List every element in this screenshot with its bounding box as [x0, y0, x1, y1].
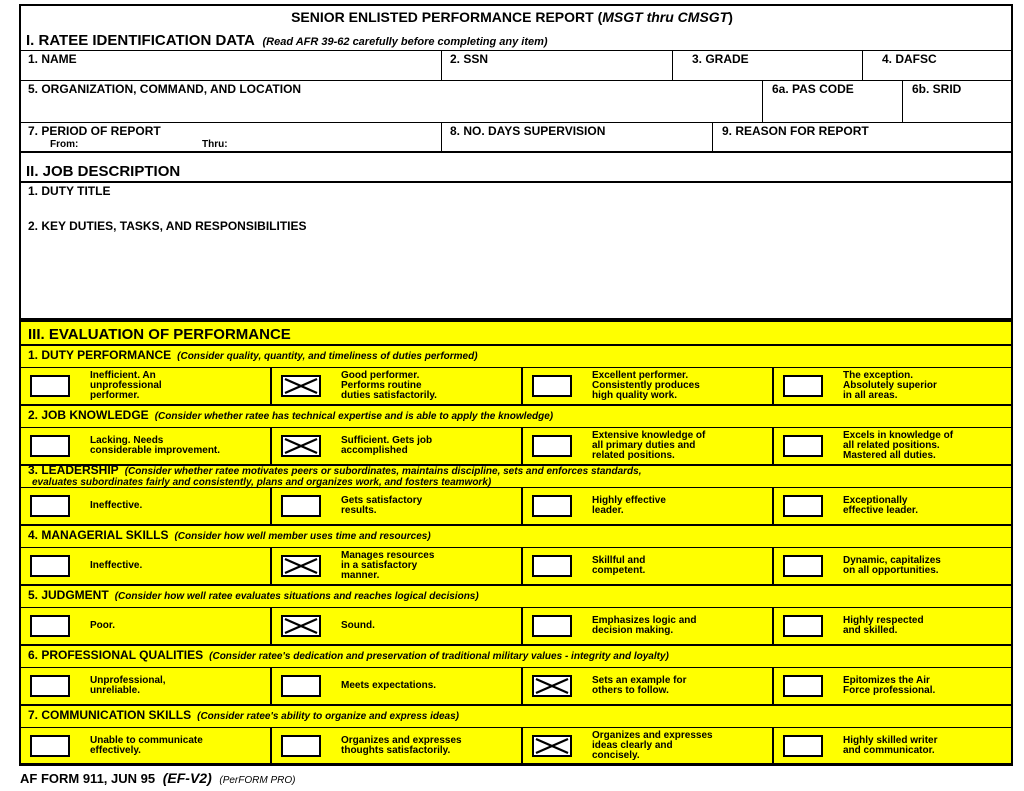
option-line: effectively. [90, 745, 141, 756]
rating-checkbox[interactable] [532, 435, 572, 457]
x-mark-icon [534, 737, 570, 755]
rating-checkbox[interactable] [281, 675, 321, 697]
divider [521, 487, 523, 525]
option-line: Inefficient. An [90, 370, 156, 381]
option-line: Dynamic, capitalizes [843, 555, 941, 566]
option-line: all primary duties and [592, 440, 696, 451]
option-line: Absolutely superior [843, 380, 937, 391]
option-line: Emphasizes logic and [592, 615, 697, 626]
grade-field-label: 3. GRADE [692, 52, 749, 66]
rating-checkbox[interactable] [281, 375, 321, 397]
rating-option-text [90, 621, 115, 631]
divider [19, 80, 1013, 81]
divider [772, 667, 774, 705]
form-title: SENIOR ENLISTED PERFORMANCE REPORT (MSGT thru CMSGT) [291, 9, 733, 25]
rating-checkbox[interactable] [30, 375, 70, 397]
criterion-title-text: 3. LEADERSHIP [28, 463, 119, 477]
option-line: Highly skilled writer [843, 735, 938, 746]
option-line: thoughts satisfactorily. [341, 745, 451, 756]
srid-field-label: 6b. SRID [912, 82, 962, 96]
option-line: Highly effective [592, 495, 666, 506]
option-line: Manages resources [341, 550, 435, 561]
divider [19, 344, 1013, 346]
criterion-title [28, 708, 459, 724]
criterion-note: (Consider ratee's dedication and preservation of traditional military values - integrity and loyalty) [209, 651, 669, 662]
criterion-title-text: 4. MANAGERIAL SKILLS [28, 528, 169, 542]
option-line: concisely. [592, 750, 640, 761]
rating-option-text [341, 371, 437, 401]
rating-checkbox[interactable] [30, 735, 70, 757]
divider [772, 727, 774, 765]
option-line: competent. [592, 565, 646, 576]
option-line: Unable to communicate [90, 735, 203, 746]
criterion-note: (Consider whether ratee motivates peers or subordinates, maintains discipline, sets and enforces standards, [124, 466, 642, 477]
option-line: Extensive knowledge of [592, 430, 706, 441]
option-line: Excellent performer. [592, 370, 689, 381]
rating-checkbox[interactable] [281, 495, 321, 517]
rating-option-text [341, 736, 462, 756]
criterion-title [28, 348, 478, 364]
dafsc-field-label: 4. DAFSC [882, 52, 937, 66]
rating-checkbox[interactable] [532, 375, 572, 397]
divider [441, 50, 442, 80]
option-line: unreliable. [90, 685, 141, 696]
divider [862, 50, 863, 80]
divider [521, 727, 523, 765]
divider [19, 487, 1013, 488]
period-from-label: From: [50, 139, 79, 150]
option-line: Ineffective. [90, 500, 143, 511]
criterion-title [28, 648, 669, 664]
option-line: manner. [341, 570, 380, 581]
option-line: Sound. [341, 620, 375, 631]
option-line: Ineffective. [90, 560, 143, 571]
divider [270, 607, 272, 645]
rating-option-text [341, 681, 436, 691]
option-line: Gets satisfactory [341, 495, 423, 506]
rating-option-text [843, 556, 941, 576]
rating-checkbox[interactable] [532, 675, 572, 697]
divider [712, 122, 713, 151]
rating-checkbox[interactable] [783, 615, 823, 637]
divider [19, 584, 1013, 586]
rating-checkbox[interactable] [783, 375, 823, 397]
rating-checkbox[interactable] [783, 675, 823, 697]
pas-code-field-label: 6a. PAS CODE [772, 82, 854, 96]
rating-option-text [90, 561, 142, 571]
criterion-title-text: 1. DUTY PERFORMANCE [28, 348, 172, 362]
section-2-heading: II. JOB DESCRIPTION [26, 163, 181, 180]
name-field-label: 1. NAME [28, 52, 77, 66]
option-line: Skillful and [592, 555, 646, 566]
option-line: Epitomizes the Air [843, 675, 930, 686]
option-line: all related positions. [843, 440, 940, 451]
option-line: Sets an example for [592, 675, 687, 686]
x-mark-icon [283, 557, 319, 575]
duty-title-label: 1. DUTY TITLE [28, 184, 111, 198]
rating-checkbox[interactable] [281, 735, 321, 757]
option-line: Highly respected [843, 615, 924, 626]
option-line: Organizes and expresses [341, 735, 462, 746]
divider [270, 727, 272, 765]
rating-checkbox[interactable] [783, 555, 823, 577]
option-line: on all opportunities. [843, 565, 939, 576]
option-line: decision making. [592, 625, 674, 636]
rating-checkbox[interactable] [783, 495, 823, 517]
divider [270, 547, 272, 585]
divider [521, 427, 523, 465]
criterion-title [28, 528, 431, 544]
divider [19, 122, 1013, 123]
divider [19, 667, 1013, 668]
divider [772, 367, 774, 405]
rating-option-text [843, 431, 953, 461]
rating-checkbox[interactable] [30, 555, 70, 577]
option-line: Excels in knowledge of [843, 430, 954, 441]
divider [772, 427, 774, 465]
criterion-note: (Consider how well ratee evaluates situations and reaches logical decisions) [114, 591, 479, 602]
divider [270, 487, 272, 525]
form-footer: AF FORM 911, JUN 95 (EF-V2) (PerFORM PRO) [20, 770, 296, 786]
rating-option-text [843, 371, 937, 401]
option-line: duties satisfactorily. [341, 390, 437, 401]
rating-option-text [90, 676, 166, 696]
rating-checkbox[interactable] [783, 735, 823, 757]
option-line: high quality work. [592, 390, 678, 401]
option-line: ideas clearly and [592, 740, 673, 751]
criterion-title [28, 588, 479, 604]
rating-option-text [592, 496, 666, 516]
option-line: considerable improvement. [90, 445, 221, 456]
rating-checkbox[interactable] [532, 495, 572, 517]
divider [19, 764, 1013, 766]
divider [772, 547, 774, 585]
option-line: Poor. [90, 620, 116, 631]
divider [270, 367, 272, 405]
option-line: Organizes and expresses [592, 730, 713, 741]
criterion-title-text: 5. JUDGMENT [28, 588, 109, 602]
rating-checkbox[interactable] [30, 675, 70, 697]
option-line: and skilled. [843, 625, 898, 636]
rating-checkbox[interactable] [281, 435, 321, 457]
divider [19, 367, 1013, 368]
divider [19, 151, 1013, 153]
x-mark-icon [283, 437, 319, 455]
divider [772, 487, 774, 525]
option-line: Exceptionally [843, 495, 908, 506]
option-line: related positions. [592, 450, 675, 461]
divider [19, 181, 1013, 183]
rating-checkbox[interactable] [532, 735, 572, 757]
divider [521, 607, 523, 645]
divider [19, 427, 1013, 428]
divider [521, 547, 523, 585]
rating-checkbox[interactable] [532, 615, 572, 637]
option-line: Lacking. Needs [90, 435, 164, 446]
rating-option-text [843, 616, 924, 636]
x-mark-icon [534, 677, 570, 695]
option-line: Mastered all duties. [843, 450, 936, 461]
rating-option-text [592, 731, 713, 761]
divider [441, 122, 442, 151]
option-line: Force professional. [843, 685, 936, 696]
rating-option-text [341, 436, 432, 456]
divider [19, 727, 1013, 728]
criterion-note: (Consider ratee's ability to organize and express ideas) [197, 711, 460, 722]
rating-option-text [90, 436, 220, 456]
option-line: in all areas. [843, 390, 898, 401]
rating-checkbox[interactable] [30, 495, 70, 517]
divider [19, 704, 1013, 706]
rating-option-text [843, 496, 918, 516]
option-line: others to follow. [592, 685, 669, 696]
section-3-heading: III. EVALUATION OF PERFORMANCE [28, 326, 291, 343]
criterion-note: (Consider whether ratee has technical expertise and is able to apply the knowledge) [154, 411, 554, 422]
option-line: effective leader. [843, 505, 919, 516]
option-line: Unprofessional, [90, 675, 166, 686]
divider [762, 80, 763, 122]
option-line: and communicator. [843, 745, 935, 756]
rating-checkbox[interactable] [281, 615, 321, 637]
divider [19, 50, 1013, 51]
divider [772, 607, 774, 645]
option-line: The exception. [843, 370, 914, 381]
rating-checkbox[interactable] [532, 555, 572, 577]
rating-option-text [90, 371, 162, 401]
criterion-title-text: 7. COMMUNICATION SKILLS [28, 708, 192, 722]
option-line: Performs routine [341, 380, 422, 391]
option-line: performer. [90, 390, 140, 401]
divider [672, 50, 673, 80]
option-line: unprofessional [90, 380, 162, 391]
rating-option-text [341, 496, 422, 516]
x-mark-icon [283, 377, 319, 395]
rating-option-text [592, 371, 700, 401]
option-line: Consistently produces [592, 380, 700, 391]
section-1-heading: I. RATEE IDENTIFICATION DATA (Read AFR 39-62 carefully before completing any item) [26, 32, 548, 49]
divider [19, 524, 1013, 526]
criterion-title-text: 6. PROFESSIONAL QUALITIES [28, 648, 204, 662]
option-line: in a satisfactory [341, 560, 418, 571]
period-of-report-label: 7. PERIOD OF REPORT [28, 124, 161, 138]
option-line: Good performer. [341, 370, 420, 381]
divider [19, 644, 1013, 646]
reason-for-report-label: 9. REASON FOR REPORT [722, 124, 869, 138]
rating-option-text [341, 551, 434, 581]
rating-checkbox[interactable] [30, 615, 70, 637]
rating-option-text [592, 616, 696, 636]
option-line: accomplished [341, 445, 408, 456]
divider [270, 667, 272, 705]
rating-option-text [843, 736, 937, 756]
rating-option-text [341, 621, 375, 631]
criterion-note: (Consider how well member uses time and resources) [174, 531, 431, 542]
rating-option-text [90, 736, 203, 756]
option-line: Sufficient. Gets job [341, 435, 433, 446]
criterion-note: (Consider quality, quantity, and timeliness of duties performed) [177, 351, 478, 362]
criterion-title-text: 2. JOB KNOWLEDGE [28, 408, 149, 422]
divider [521, 667, 523, 705]
rating-checkbox[interactable] [281, 555, 321, 577]
rating-option-text [843, 676, 935, 696]
divider [19, 607, 1013, 608]
divider [19, 547, 1013, 548]
rating-option-text [592, 556, 645, 576]
rating-checkbox[interactable] [30, 435, 70, 457]
option-line: Meets expectations. [341, 680, 437, 691]
divider [270, 427, 272, 465]
x-mark-icon [283, 617, 319, 635]
criterion-title [28, 408, 553, 424]
period-thru-label: Thru: [202, 139, 228, 150]
rating-checkbox[interactable] [783, 435, 823, 457]
key-duties-label: 2. KEY DUTIES, TASKS, AND RESPONSIBILITIES [28, 219, 307, 233]
criterion-note-line-2: evaluates subordinates fairly and consistently, plans and organizes work, and fosters teamwork) [32, 477, 492, 488]
rating-option-text [90, 501, 142, 511]
divider [521, 367, 523, 405]
option-line: results. [341, 505, 377, 516]
rating-option-text [592, 676, 686, 696]
divider [902, 80, 903, 122]
option-line: leader. [592, 505, 624, 516]
rating-option-text [592, 431, 705, 461]
days-supervision-label: 8. NO. DAYS SUPERVISION [450, 124, 606, 138]
organization-field-label: 5. ORGANIZATION, COMMAND, AND LOCATION [28, 82, 302, 96]
divider [19, 404, 1013, 406]
ssn-field-label: 2. SSN [450, 52, 489, 66]
